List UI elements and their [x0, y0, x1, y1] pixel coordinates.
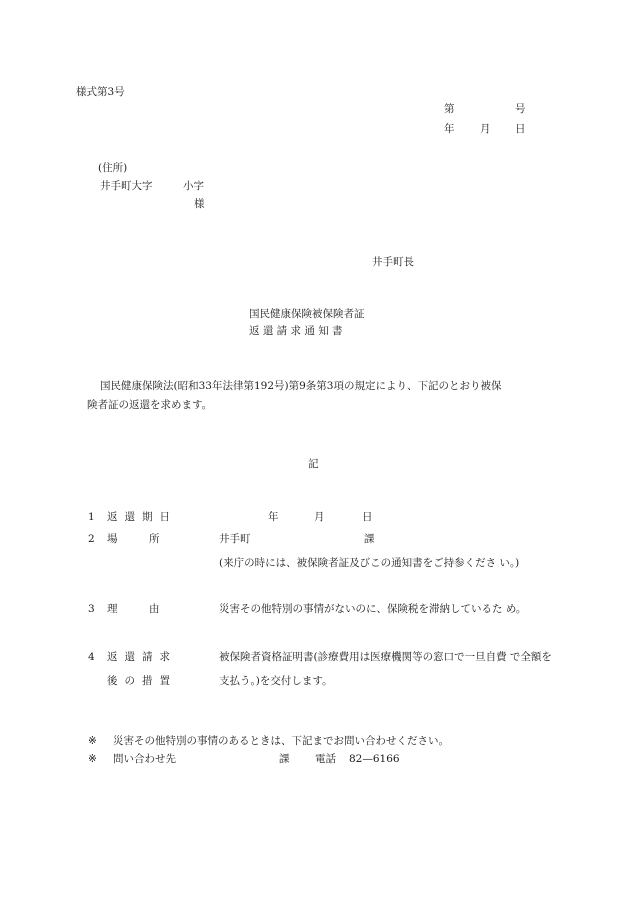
item-4-number: 4: [88, 651, 95, 663]
recipient-honorific: 様: [194, 198, 205, 210]
item-2-label-a: 場: [107, 533, 118, 545]
item-3-text: 災害その他特別の事情がないのに、保険税を滞納しているた め。: [219, 603, 527, 615]
body-line-1: 国民健康保険法(昭和33年法律第192号)第9条第3項の規定により、下記のとおり被保: [100, 380, 502, 392]
note-2-phone-label: 電話: [315, 753, 336, 765]
sender-name: 井手町長: [372, 256, 414, 268]
item-2-section: 課: [364, 533, 375, 545]
item-2-note: (来庁の時には、被保険者証及びこの通知書をご持参くださ い。): [219, 557, 520, 569]
item-2-number: 2: [88, 533, 95, 545]
item-1-day: 日: [362, 511, 373, 523]
note-1-mark: ※: [88, 735, 97, 747]
recipient-town: 井手町大字: [100, 180, 153, 192]
date-year: 年: [444, 123, 455, 135]
note-1-text: 災害その他特別の事情のあるときは、下記までお問い合わせください。: [113, 735, 449, 747]
ref-no-prefix: 第: [444, 103, 455, 115]
item-3-label-b: 由: [149, 603, 160, 615]
title-line-2: 返 還 請 求 通 知 書: [249, 325, 343, 337]
item-3-label-a: 理: [107, 603, 118, 615]
body-line-2: 険者証の返還を求めます。: [87, 399, 213, 411]
item-2-place: 井手町: [219, 533, 251, 545]
title-line-1: 国民健康保険被保険者証: [249, 308, 365, 320]
item-1-label: 返還期日: [107, 511, 177, 523]
item-4-label-line-2: 後の措置: [107, 675, 177, 687]
ki-heading: 記: [308, 458, 319, 470]
item-1-month: 月: [314, 511, 325, 523]
note-2-mark: ※: [88, 753, 97, 765]
ref-no-suffix: 号: [515, 103, 526, 115]
note-2-section: 課: [279, 753, 290, 765]
recipient-koaza: 小字: [183, 180, 204, 192]
date-day: 日: [515, 123, 526, 135]
item-1-number: 1: [88, 511, 95, 523]
item-2-label-b: 所: [149, 533, 160, 545]
recipient-address-label: (住所): [98, 162, 128, 174]
note-2-phone-number: 82—6166: [349, 753, 400, 765]
date-month: 月: [480, 123, 491, 135]
item-4-label-line-1: 返還請求: [107, 651, 177, 663]
note-2-label: 問い合わせ先: [113, 753, 176, 765]
item-4-text: 被保険者資格証明書(診療費用は医療機関等の窓口で一旦自費 で全額を支払う。)を交付します。: [219, 651, 552, 687]
item-1-year: 年: [268, 511, 279, 523]
form-number: 様式第3号: [76, 86, 125, 98]
item-3-number: 3: [88, 603, 95, 615]
